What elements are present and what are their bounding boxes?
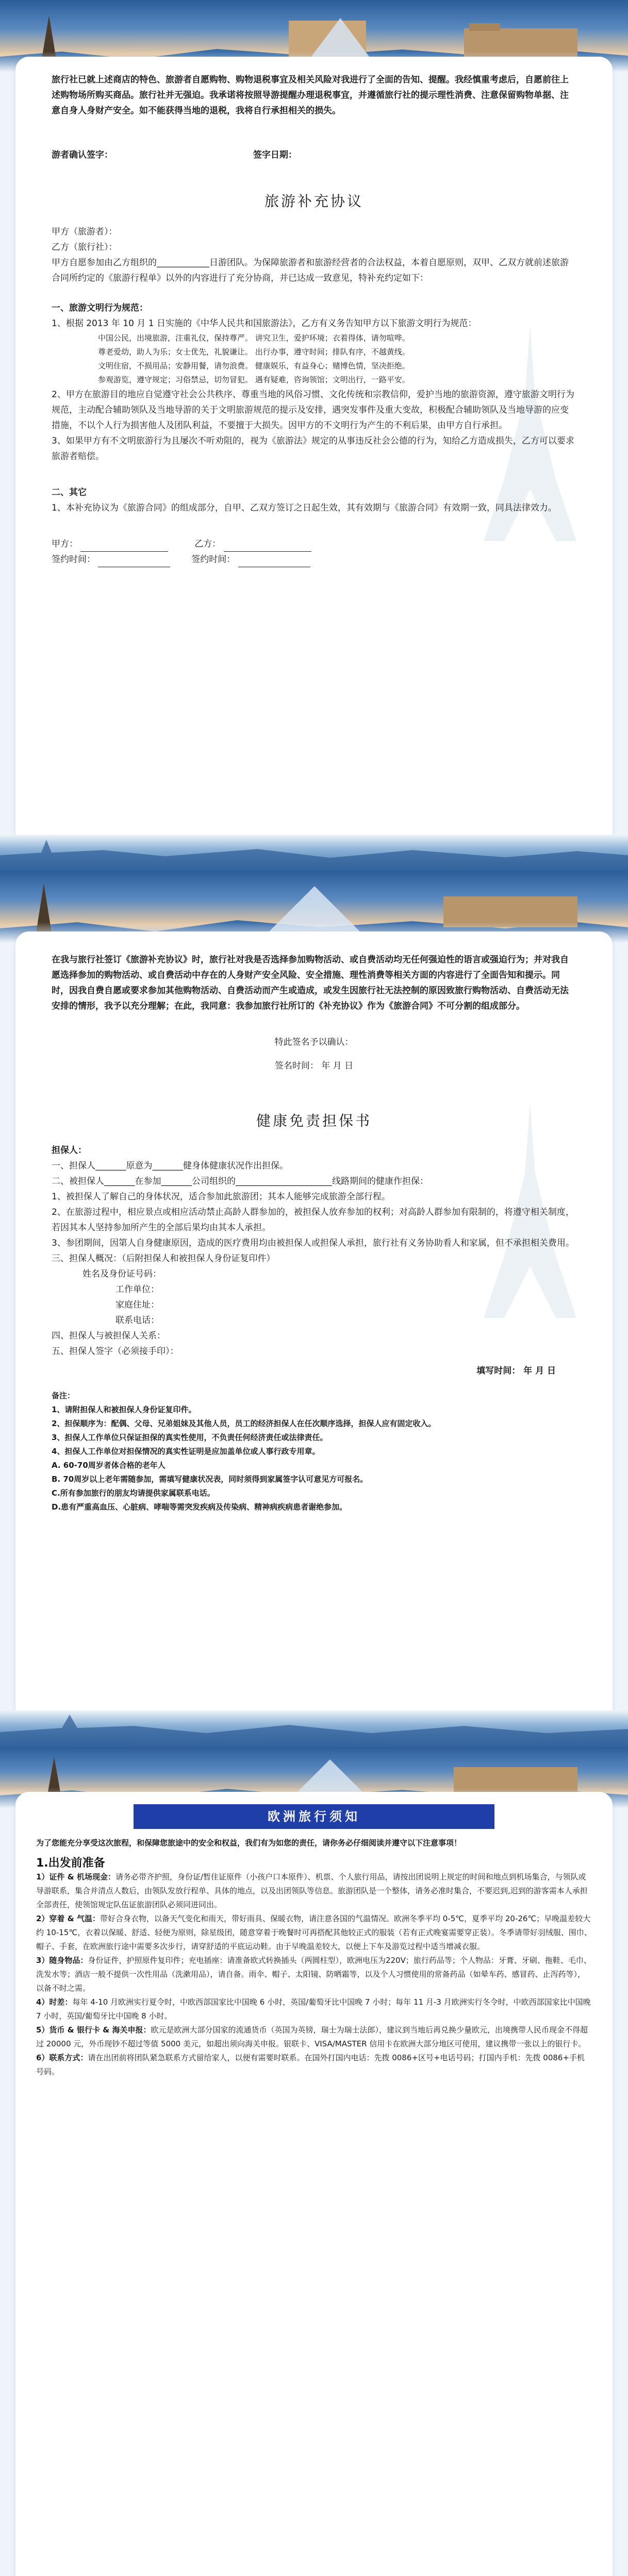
tourist-sign-row xyxy=(52,147,576,160)
field-address: 家庭住址： xyxy=(115,1300,159,1310)
field-id: 姓名及身份证号码： xyxy=(82,1269,161,1279)
preamble: 甲方自愿参加由乙方组织的____________日游团队。为保障旅游者和旅游经营者的合法权益，本着自愿原则，双甲、乙双方就前述旅游合同所约定的《旅游行程单》以外的内容进行了充分协商，并已达成一致意见，特补充约定如下： xyxy=(52,258,569,283)
prep-item-belongings-head: 3）随身物品： xyxy=(36,1956,88,1965)
note-item: 4、担保人工作单位对担保情况的真实性证明是应加盖单位或人事行政专用章。 xyxy=(52,1447,320,1456)
civility-rules xyxy=(52,331,576,387)
section-1-item-3: 3、如果甲方有不文明旅游行为且屡次不听劝阻的，视为《旅游法》规定的从事违反社会公德的行为，知给乙方造成损失，乙方可以要求旅游者赔偿。 xyxy=(52,436,574,462)
europe-notice-card xyxy=(15,1792,613,2576)
clause-3: 三、担保人概况：（后附担保人和被担保人身份证复印件） xyxy=(52,1253,275,1264)
civility-row: 尊老爱幼，助人为乐；女士优先，礼貌谦让。 出行办事，遵守时间；排队有序，不越黄线。 xyxy=(98,347,410,357)
prep-item-clothing-text: 带好合身衣物，以备天气变化和雨天，带好雨具、保暖衣物，请注意各国的气温情况。欧洲冬季平均 0-5℃，夏季平均 20-26℃；早晚温差较大约 10-15℃，衣着以保暖、舒适、轻便为原则，除星级团，随意穿着于晚餐时可再搭配其他较正式的服装（若有正式晚宴需要穿正装）。冬季请带好羽绒服、围巾、帽子、手套，在欧洲旅行途中需要多次步行，请穿舒适的平底运动鞋。由于早晚温差较大，以便上下车及游览过程中适当增减衣服。 xyxy=(36,1914,592,1951)
guarantor-label: 担保人： xyxy=(52,1145,87,1156)
civility-row: 文明住宿，不损用品；安静用餐，请勿浪费。 健康娱乐，有益身心；赌博色情，坚决拒绝。 xyxy=(98,361,410,370)
civility-row: 中国公民，出境旅游，注重礼仪，保持尊严。 讲究卫生，爱护环境；衣着得体，请勿喧哗。 xyxy=(98,333,410,343)
document-page-1 xyxy=(0,0,628,871)
footer-skyline-image xyxy=(0,835,628,871)
agreement-card xyxy=(15,57,613,845)
field-phone: 联系电话： xyxy=(115,1315,159,1326)
prep-item-currency-head: 5）货币 & 银行卡 & 海关申报： xyxy=(36,2025,151,2035)
note-item: A. 60-70周岁者体合格的老年人 xyxy=(52,1461,166,1470)
notes-list xyxy=(52,1403,576,1514)
shopping-notice-intro: 旅行社已就上述商店的特色、旅游者自愿购物、购物退税事宜及相关风险对我进行了全面的告知、提醒。我经慎重考虑后，自愿前往上述购物场所购买商品。旅行社并无强迫。我承诺将按照导游提醒办理退税事宜，并遵循旅行社的提示理性消费、注意保留购物单据、注意自身人身财产安全。如不能获得当地的退税，我将自行承担相关的损失。 xyxy=(52,75,569,116)
party-a-line: 甲方（旅游者）： xyxy=(52,227,118,237)
signature-row xyxy=(52,536,576,552)
section-prep-title: 1.出发前准备 xyxy=(36,1857,105,1870)
clause-2-2: 2、在旅游过程中，相应景点或相应活动禁止高龄人群参加的，被担保人放弃参加的权利；对高龄人群参加有限制的，将遵守相关制度，若因其本人坚持参加所产生的全部后果均由其本人承担。 xyxy=(52,1207,574,1233)
clause-5: 五、担保人签字（必须接手印）： xyxy=(52,1346,179,1357)
health-guarantee-card xyxy=(15,931,613,1720)
prep-item-belongings xyxy=(36,1954,592,1995)
footer-skyline-image xyxy=(0,1710,628,1747)
note-item: 1、请附担保人和被担保人身份证复印件。 xyxy=(52,1405,196,1414)
prep-item-documents xyxy=(36,1870,592,1912)
sig-date-a-label: 签约时间： xyxy=(52,554,95,565)
prep-item-belongings-text: 身份证件，护照原件复印件；充电插座：请准备欧式转换插头（两圆柱型），欧洲电压为220V；旅行药品等；个人物品：牙膏、牙刷、拖鞋、毛巾、洗发水等；酒店一般不提供一次性用品（洗漱用品），请自备。雨伞、帽子、太阳镜、防晒霜等，以及个人习惯使用的常备药品（如晕车药、感冒药、止泻药等），以备不时之需。 xyxy=(36,1956,591,1993)
notes-title: 备注： xyxy=(52,1391,75,1400)
fill-date: 填写时间： 年 月 日 xyxy=(476,1366,556,1376)
document-page-3 xyxy=(0,1747,628,2576)
prep-item-contact xyxy=(36,2051,592,2079)
confirm-sign-label: 特此签名予以确认： xyxy=(274,1037,354,1047)
sig-a-label: 甲方： xyxy=(52,539,78,549)
sig-b-label: 乙方： xyxy=(194,539,221,549)
prep-item-timezone xyxy=(36,1995,592,2023)
note-item: B. 70周岁以上老年需随参加，需填写健康状况表，同时须得到家属签字认可意见方可报名。 xyxy=(52,1475,368,1484)
prep-item-clothing-head: 2）穿着 & 气温： xyxy=(36,1914,100,1923)
prep-item-contact-head: 6）联系方式： xyxy=(36,2053,88,2062)
clause-2-3: 3、参团期间，因第人自身健康原因，造成的医疗费用均由被担保人或担保人承担，旅行社有义务协助看人和家属，但不承担相关费用。 xyxy=(52,1238,574,1248)
sign-date-label: 签字日期： xyxy=(253,150,297,160)
civility-row: 参观游览，遵守规定；习俗禁忌，切勿冒犯。 遇有疑难，咨询领馆；文明出行，一路平安。 xyxy=(98,375,410,384)
prep-item-clothing xyxy=(36,1912,592,1954)
section-1-item-2: 2、甲方在旅游目的地应自觉遵守社会公共秩序、尊重当地的风俗习惯、文化传统和宗教信仰，爱护当地的旅游资源，遵守旅游文明行为规范，主动配合辅助领队及当地导游的关于文明旅游规范的提示及安排，遇突发事件及重大变故，积极配合辅助领队及当地导游的应变措施，不以个人行为损害他人及团队利益，不要擅于大损失。因甲方的不文明行为产生的不利后果，由甲方自行承担。 xyxy=(52,389,574,431)
notice-title-bar: 欧洲旅行须知 xyxy=(134,1804,494,1829)
prep-item-documents-head: 1）证件 & 机场现金： xyxy=(36,1872,115,1882)
guarantee-title: 健康免责担保书 xyxy=(256,1112,372,1129)
page-title: 旅游补充协议 xyxy=(264,193,363,210)
note-item: 2、担保顺序为：配偶、父母、兄弟姐妹及其他人员，员工的经济担保人在任次顺序选择，担保人应有固定收入。 xyxy=(52,1419,436,1428)
prep-item-contact-text: 请在出团前将团队紧急联系方式留给家人，以便有需要时联系。在国外打国内电话：先拨 0086+区号+电话号码；打国内手机：先拨 0086+手机号码。 xyxy=(36,2053,585,2076)
tourist-sign-label: 游者确认签字： xyxy=(52,150,113,160)
prep-item-documents-text: 请务必带齐护照，身份证/暂住证原件（小孩户口本原件）、机票、个人旅行用品，请按出团说明上规定的时间和地点到机场集合，与领队或导游联系，集合并清点人数后，由领队发放行程单、具体的地点，以及出团领队等信息。旅游团队是一个整体，请务必准时集合，不要迟到,迟到的游客需本人承担全部责任，使领馆规定队伍证旅游团队必须同进同出。 xyxy=(36,1872,588,1909)
notice-intro: 为了您能充分享受这次旅程，和保障您旅途中的安全和权益，我们有为如您的责任，请你务必仔细阅读并遵守以下注意事项！ xyxy=(36,1838,462,1848)
prep-item-timezone-head: 4）时差： xyxy=(36,1997,73,2007)
note-item: D.患有严重高血压、心脏病、哮喘等需突发疾病及传染病、精神病疾病患者谢绝参加。 xyxy=(52,1502,348,1512)
clause-1: 一、担保人_______原意为_______健身体健康状况作出担保。 xyxy=(52,1161,288,1171)
sign-date-row xyxy=(52,552,576,567)
prep-item-currency-text: 欧元是欧洲大部分国家的流通货币（英国为英镑，瑞士为瑞士法郎），建议到当地后再兑换少量欧元，出境携带人民币现金不得超过 20000 元，外币现钞不超过等值 5000 美元，如超出须向海关申报。银联卡、VISA/MASTER 信用卡在欧洲大部分地区可使用，建议携带一张以上的银行卡。 xyxy=(36,2025,588,2048)
party-b-line: 乙方（旅行社）： xyxy=(52,242,118,252)
note-item: C.所有参加旅行的朋友均请提供家属联系电话。 xyxy=(52,1488,215,1498)
section-2-text: 1、本补充协议为《旅游合同》的组成部分，自甲、乙双方签订之日起生效，其有效期与《旅游合同》有效期一致，同具法律效力。 xyxy=(52,503,557,513)
sig-date-b-label: 签约时间： xyxy=(191,554,236,565)
field-work-unit: 工作单位： xyxy=(115,1284,159,1295)
clause-4: 四、担保人与被担保人关系： xyxy=(52,1331,166,1341)
prep-item-currency xyxy=(36,2023,592,2051)
document-page-2 xyxy=(0,871,628,1747)
prep-item-timezone-text: 每年 4-10 月欧洲实行夏令时，中欧西部国家比中国晚 6 小时，英国/葡萄牙比中国晚 7 小时；每年 11 月-3 月欧洲实行冬令时，中欧西部国家比中国晚 7 小时，英国/葡萄牙比中国晚 8 小时。 xyxy=(36,1997,591,2021)
note-item: 3、担保人工作单位只保证担保的真实性使用，不负责任何经济责任或法律责任。 xyxy=(52,1433,328,1442)
section-1-item-1: 1、根据 2013 年 10 月 1 日实施的《中华人民共和国旅游法》，乙方有义务告知甲方以下旅游文明行为规范： xyxy=(52,318,477,329)
section-2-title: 二、其它 xyxy=(52,487,87,498)
guarantor-fields xyxy=(52,1266,576,1328)
clause-2-1: 1、被担保人了解自己的身体状况，适合参加此旅游团；其本人能够完成旅游全部行程。 xyxy=(52,1192,390,1202)
clause-2: 二、被担保人_______在参加_______公司组织的______________________线路期间的健康作担保： xyxy=(52,1176,428,1187)
confirm-sign-date: 签名时间： 年 月 日 xyxy=(274,1061,354,1071)
voluntary-statement: 在我与旅行社签订《旅游补充协议》时，旅行社对我是否选择参加购物活动、或自费活动均无任何强迫性的语言或强迫行为；并对我自愿选择参加的购物活动、或自费活动中存在的人身财产安全风险、安全措施、理性消费等相关方面的内容进行了全面告知和提示。同时，因我自费自愿或要求参加其他购物活动、自费活动而产生或造成，或发生因旅行社无法控制的原因致旅行购物活动、自费活动无法安排的情形，我予以充分理解；在此，我同意：我参加旅行社所订的《补充协议》作为《旅游合同》不可分割的组成部分。 xyxy=(52,955,569,1011)
section-1-title: 一、旅游文明行为规范： xyxy=(52,303,148,313)
